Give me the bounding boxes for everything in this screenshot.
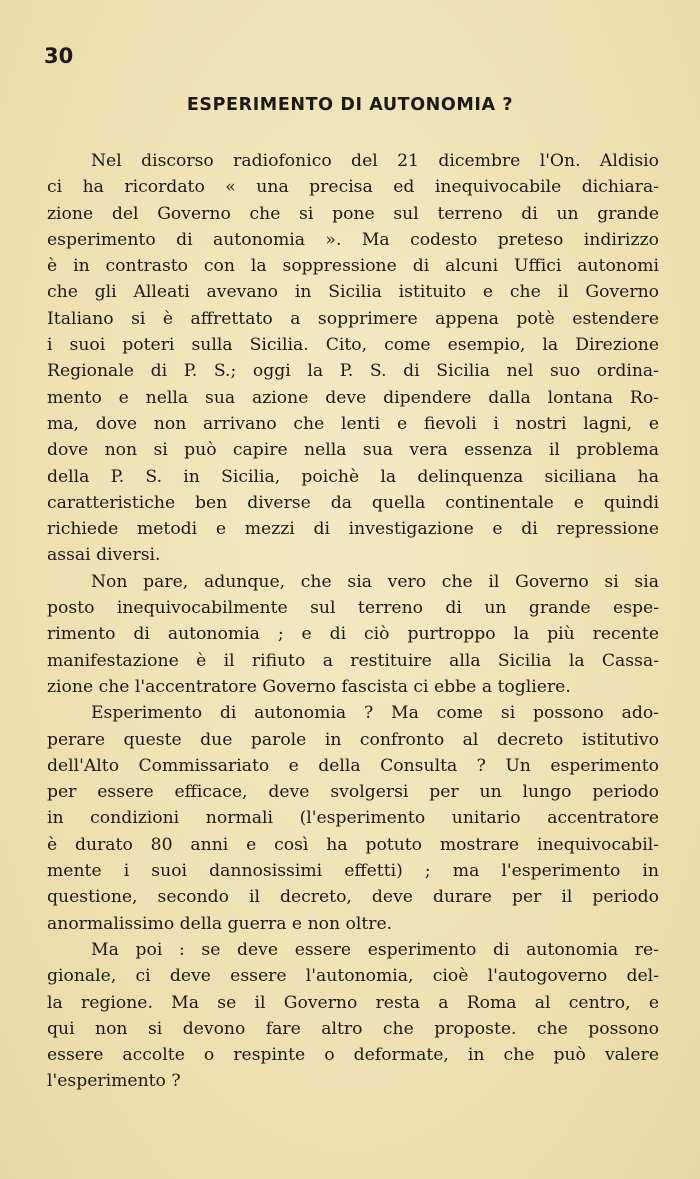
text-line: Regionale di P. S.; oggi la P. S. di Sicilia nel suo ordina- <box>47 361 659 382</box>
text-line: rimento di autonomia ; e di ciò purtroppo la più recente <box>47 624 659 645</box>
text-line: della P. S. in Sicilia, poichè la delinquenza siciliana ha <box>47 466 659 487</box>
paragraph-2 <box>47 569 659 700</box>
text-line: perare queste due parole in confronto al decreto istitutivo <box>47 729 659 750</box>
text-line: zione che l'accentratore Governo fascista ci ebbe a togliere. <box>47 676 571 697</box>
chapter-title: ESPERIMENTO DI AUTONOMIA ? <box>186 95 514 115</box>
text-line: gionale, ci deve essere l'autonomia, cioè l'autogoverno del- <box>47 966 659 987</box>
text-line: Italiano si è affrettato a sopprimere appena potè estendere <box>47 308 659 329</box>
text-line: che gli Alleati avevano in Sicilia istituito e che il Governo <box>47 282 659 303</box>
text-line: per essere efficace, deve svolgersi per un lungo periodo <box>47 782 659 803</box>
text-line: Ma poi : se deve essere esperimento di autonomia re- <box>91 939 659 960</box>
text-line: richiede metodi e mezzi di investigazione e di repressione <box>47 519 659 540</box>
text-line: Nel discorso radiofonico del 21 dicembre l'On. Aldisio <box>91 151 659 171</box>
paragraph-1 <box>47 148 659 569</box>
paragraph-3 <box>47 700 659 937</box>
text-line: Non pare, adunque, che sia vero che il Governo si sia <box>91 571 659 592</box>
text-line: è in contrasto con la soppressione di alcuni Uffici autonomi <box>47 256 659 277</box>
text-line: qui non si devono fare altro che proposte. che possono <box>47 1018 659 1039</box>
text-line: manifestazione è il rifiuto a restituire alla Sicilia la Cassa- <box>47 650 659 671</box>
text-line: i suoi poteri sulla Sicilia. Cito, come esempio, la Direzione <box>47 335 659 356</box>
text-line: essere accolte o respinte o deformate, in che può valere <box>47 1045 659 1066</box>
text-line: dell'Alto Commissariato e della Consulta ? Un esperimento <box>47 755 659 776</box>
text-line: la regione. Ma se il Governo resta a Roma al centro, e <box>47 992 659 1013</box>
text-line: in condizioni normali (l'esperimento unitario accentratore <box>47 808 659 829</box>
text-line: anormalissimo della guerra e non oltre. <box>47 913 393 934</box>
text-line: l'esperimento ? <box>47 1071 181 1092</box>
text-line: esperimento di autonomia ». Ma codesto preteso indirizzo <box>47 229 659 250</box>
text-line: assai diversi. <box>47 545 161 566</box>
text-line: questione, secondo il decreto, deve durare per il periodo <box>47 887 659 908</box>
text-line: mento e nella sua azione deve dipendere dalla lontana Ro- <box>47 387 659 408</box>
text-line: ci ha ricordato « una precisa ed inequivocabile dichiara- <box>47 177 659 198</box>
text-line: caratteristiche ben diverse da quella continentale e quindi <box>47 492 659 513</box>
text-line: posto inequivocabilmente sul terreno di un grande espe- <box>47 598 659 619</box>
text-line: è durato 80 anni e così ha potuto mostrare inequivocabil- <box>47 834 659 855</box>
page-number: 30 <box>44 44 74 68</box>
text-line: zione del Governo che si pone sul terreno di un grande <box>47 203 659 224</box>
paragraph-4 <box>47 937 659 1095</box>
text-line: Esperimento di autonomia ? Ma come si possono ado- <box>91 703 659 724</box>
body-text <box>47 148 659 1095</box>
text-line: dove non si può capire nella sua vera essenza il problema <box>47 440 659 461</box>
text-line: mente i suoi dannosissimi effetti) ; ma l'esperimento in <box>47 861 659 882</box>
text-line: ma, dove non arrivano che lenti e fievoli i nostri lagni, e <box>47 413 659 434</box>
